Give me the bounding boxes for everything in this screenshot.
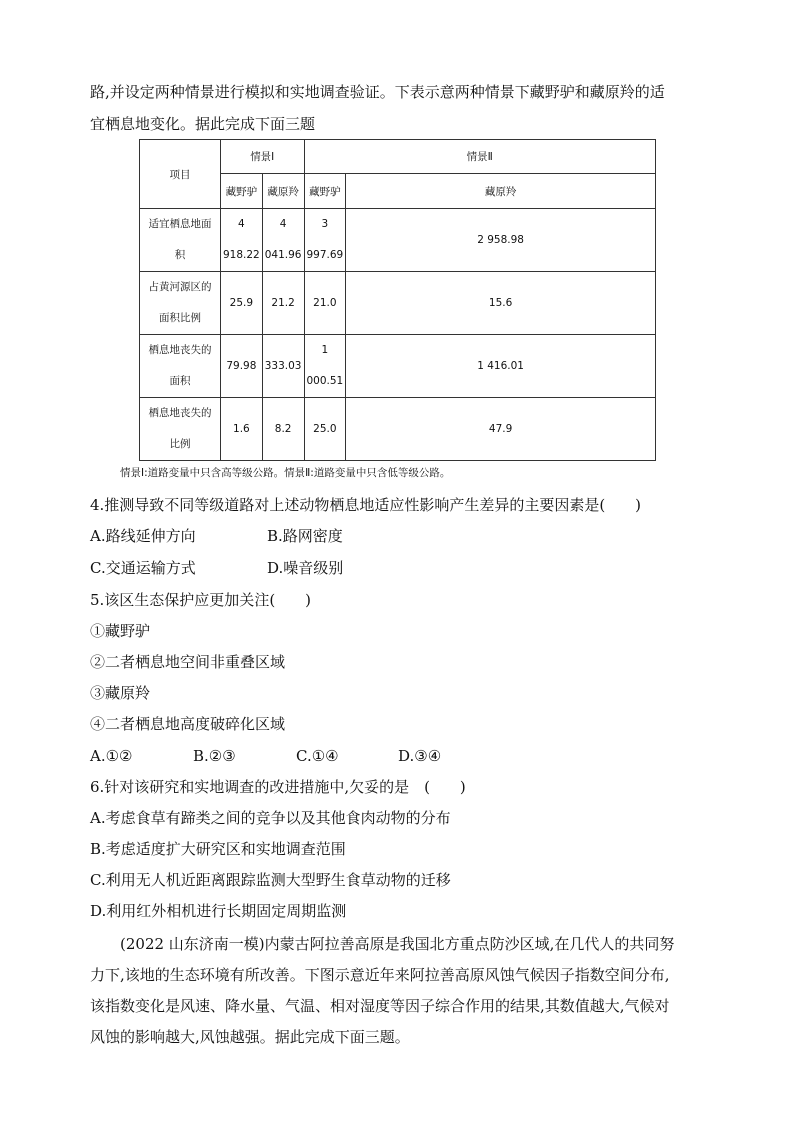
intro-line-1: 路,并设定两种情景进行模拟和实地调查验证。下表示意两种情景下藏野驴和藏原羚的适 (90, 83, 665, 101)
table-cell: 21.0 (304, 272, 346, 335)
table-row (140, 398, 656, 461)
passage-line-3: 该指数变化是风速、降水量、气温、相对湿度等因子综合作用的结果,其数值越大,气候对 (90, 997, 670, 1015)
table-cell: 1 000.51 (304, 335, 346, 398)
habitat-table (139, 139, 656, 461)
table-cell: 25.9 (221, 272, 263, 335)
table-row (140, 272, 656, 335)
q4-option-d: D.噪音级别 (267, 559, 344, 577)
table-cell: 3 997.69 (304, 209, 346, 272)
header-item: 项目 (140, 140, 221, 209)
q5-stem: 5.该区生态保护应更加关注( ) (90, 591, 312, 609)
q6-option-d: D.利用红外相机进行长期固定周期监测 (90, 902, 347, 920)
q5-item-3: ③藏原羚 (90, 684, 151, 702)
table-note: 情景Ⅰ:道路变量中只含高等级公路。情景Ⅱ:道路变量中只含低等级公路。 (120, 467, 451, 479)
table-cell: 15.6 (346, 272, 656, 335)
q5-option-b: B.②③ (193, 747, 236, 765)
row-label: 适宜栖息地面 积 (140, 209, 221, 272)
q6-option-c: C.利用无人机近距离跟踪监测大型野生食草动物的迁移 (90, 871, 451, 889)
q5-item-1: ①藏野驴 (90, 622, 151, 640)
table-cell: 4 918.22 (221, 209, 263, 272)
row-label: 栖息地丧失的 比例 (140, 398, 221, 461)
row-label: 占黄河源区的 面积比例 (140, 272, 221, 335)
q5-option-c: C.①④ (296, 747, 339, 765)
table-cell: 21.2 (262, 272, 304, 335)
header-scenario-1: 情景Ⅰ (221, 140, 305, 174)
q5-item-2: ②二者栖息地空间非重叠区域 (90, 653, 286, 671)
species-header: 藏原羚 (262, 174, 304, 209)
species-header: 藏原羚 (346, 174, 656, 209)
table-cell: 1 416.01 (346, 335, 656, 398)
table-cell: 2 958.98 (346, 209, 656, 272)
table-cell: 25.0 (304, 398, 346, 461)
passage-line-2: 力下,该地的生态环境有所改善。下图示意近年来阿拉善高原风蚀气候因子指数空间分布, (90, 966, 670, 984)
q4-stem: 4.推测导致不同等级道路对上述动物栖息地适应性影响产生差异的主要因素是( ) (90, 496, 642, 514)
q4-option-a: A.路线延伸方向 (90, 527, 196, 545)
q5-option-a: A.①② (90, 747, 133, 765)
row-label: 栖息地丧失的 面积 (140, 335, 221, 398)
table-cell: 47.9 (346, 398, 656, 461)
q5-option-d: D.③④ (398, 747, 442, 765)
q6-stem: 6.针对该研究和实地调查的改进措施中,欠妥的是 ( ) (90, 778, 466, 796)
q6-option-b: B.考虑适度扩大研究区和实地调查范围 (90, 840, 346, 858)
species-header: 藏野驴 (304, 174, 346, 209)
table-cell: 8.2 (262, 398, 304, 461)
species-header: 藏野驴 (221, 174, 263, 209)
table-cell: 79.98 (221, 335, 263, 398)
q4-option-b: B.路网密度 (267, 527, 343, 545)
passage-line-1: (2022 山东济南一模)内蒙古阿拉善高原是我国北方重点防沙区域,在几代人的共同努 (120, 935, 675, 953)
q4-option-c: C.交通运输方式 (90, 559, 196, 577)
intro-line-2: 宜栖息地变化。据此完成下面三题 (90, 115, 316, 133)
q6-option-a: A.考虑食草有蹄类之间的竞争以及其他食肉动物的分布 (90, 809, 451, 827)
table-cell: 1.6 (221, 398, 263, 461)
q5-item-4: ④二者栖息地高度破碎化区域 (90, 715, 286, 733)
table-cell: 4 041.96 (262, 209, 304, 272)
table-cell: 333.03 (262, 335, 304, 398)
table-row (140, 209, 656, 272)
table-row (140, 335, 656, 398)
header-scenario-2: 情景Ⅱ (304, 140, 656, 174)
passage-line-4: 风蚀的影响越大,风蚀越强。据此完成下面三题。 (90, 1028, 410, 1046)
